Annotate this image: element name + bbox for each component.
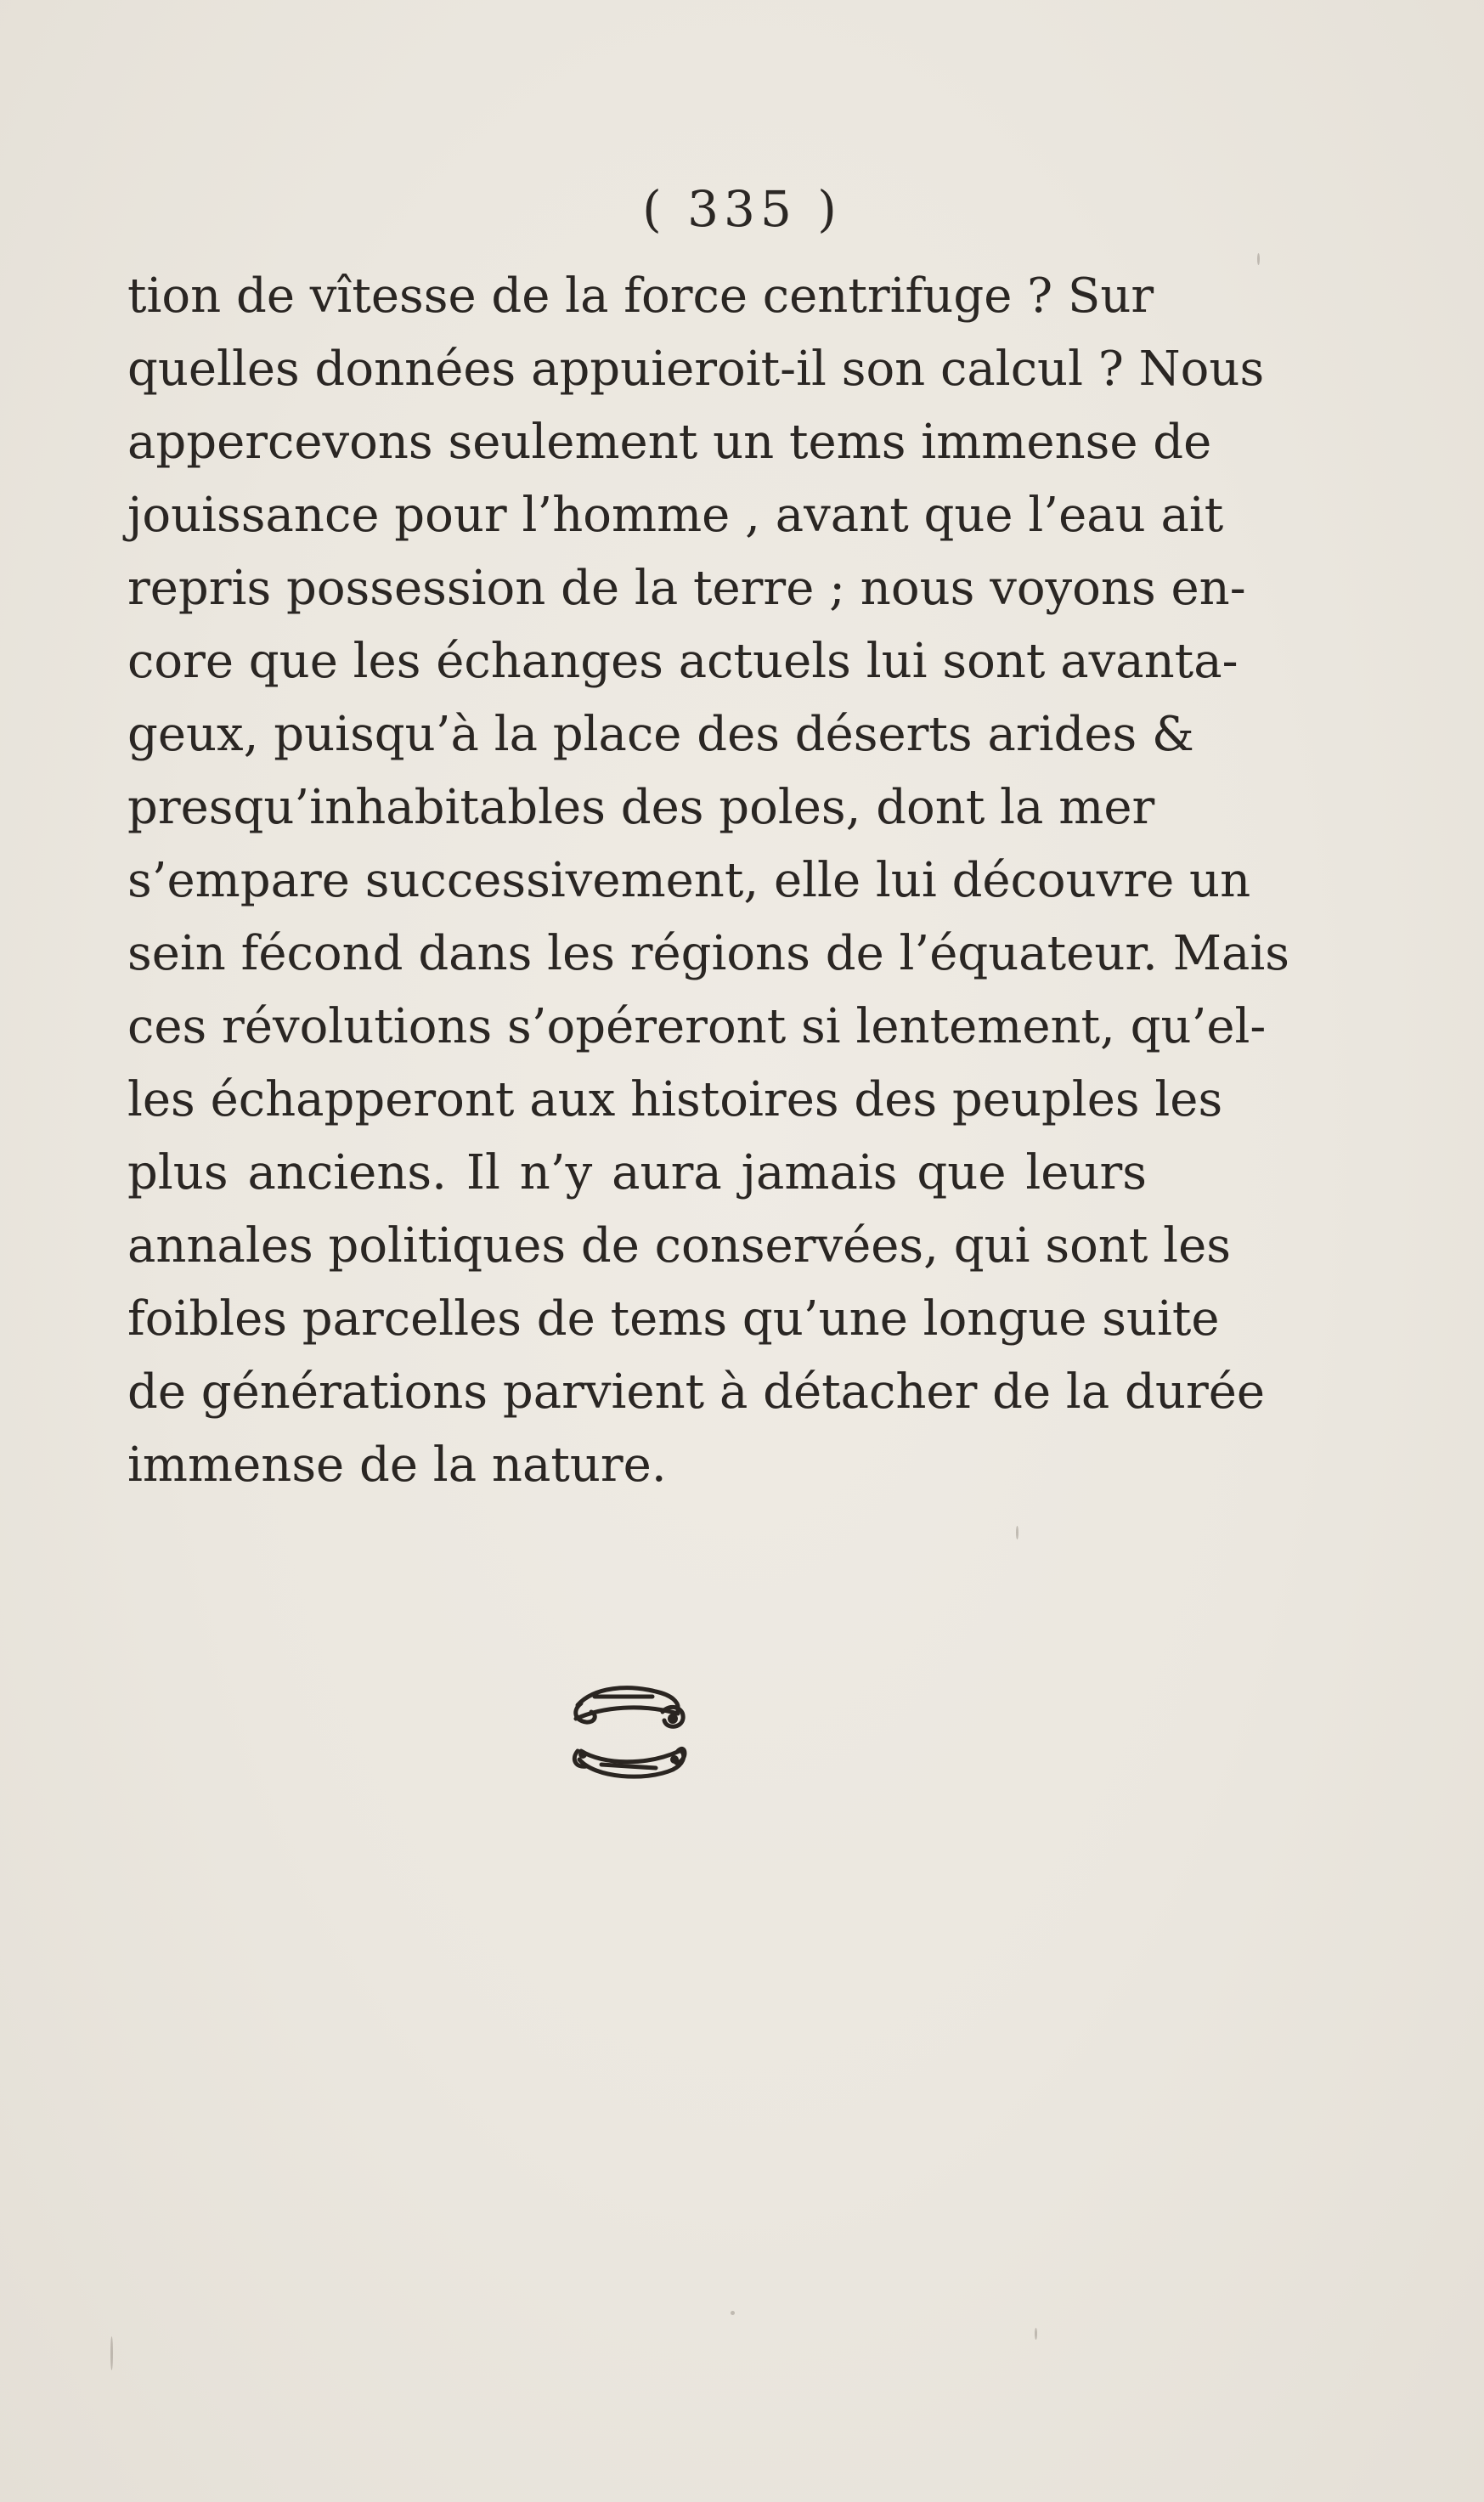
paper-speck xyxy=(1035,2328,1037,2340)
text-line: jouissance pour l’homme , avant que l’eau ait xyxy=(127,488,1224,543)
text-line: de générations parvient à détacher de la durée xyxy=(127,1364,1265,1420)
paper-speck xyxy=(1257,253,1260,265)
paper-speck xyxy=(110,2336,113,2370)
text-line: les échapperont aux histoires des peuples les xyxy=(127,1072,1223,1127)
printer-ornament-icon xyxy=(561,1669,697,1805)
text-line: appercevons seulement un tems immense de xyxy=(127,415,1212,470)
text-line: foibles parcelles de tems qu’une longue suite xyxy=(127,1291,1220,1347)
paper-speck xyxy=(1016,1526,1018,1539)
text-line: presqu’inhabitables des poles, dont la mer xyxy=(127,780,1155,835)
text-line: annales politiques de conservées, qui sont les xyxy=(127,1218,1231,1274)
text-line: plus anciens. Il n’y aura jamais que leurs xyxy=(127,1145,1147,1200)
text-line-last: immense de la nature. xyxy=(127,1437,667,1493)
text-line: geux, puisqu’à la place des déserts arides & xyxy=(127,707,1194,762)
text-line: repris possession de la terre ; nous voyons en- xyxy=(127,561,1246,616)
text-line: sein fécond dans les régions de l’équateur. Mais xyxy=(127,926,1289,981)
paper-speck xyxy=(731,2311,735,2315)
body-text xyxy=(127,260,1289,1502)
page-number: ( 335 ) xyxy=(642,180,842,238)
text-line: tion de vîtesse de la force centrifuge ? Sur xyxy=(127,268,1154,324)
text-line: quelles données appuieroit-il son calcul ? Nous xyxy=(127,342,1265,397)
text-line: ces révolutions s’opéreront si lentement, qu’el- xyxy=(127,999,1267,1054)
text-line: s’empare successivement, elle lui découvre un xyxy=(127,853,1251,908)
text-line: core que les échanges actuels lui sont avanta- xyxy=(127,634,1239,689)
